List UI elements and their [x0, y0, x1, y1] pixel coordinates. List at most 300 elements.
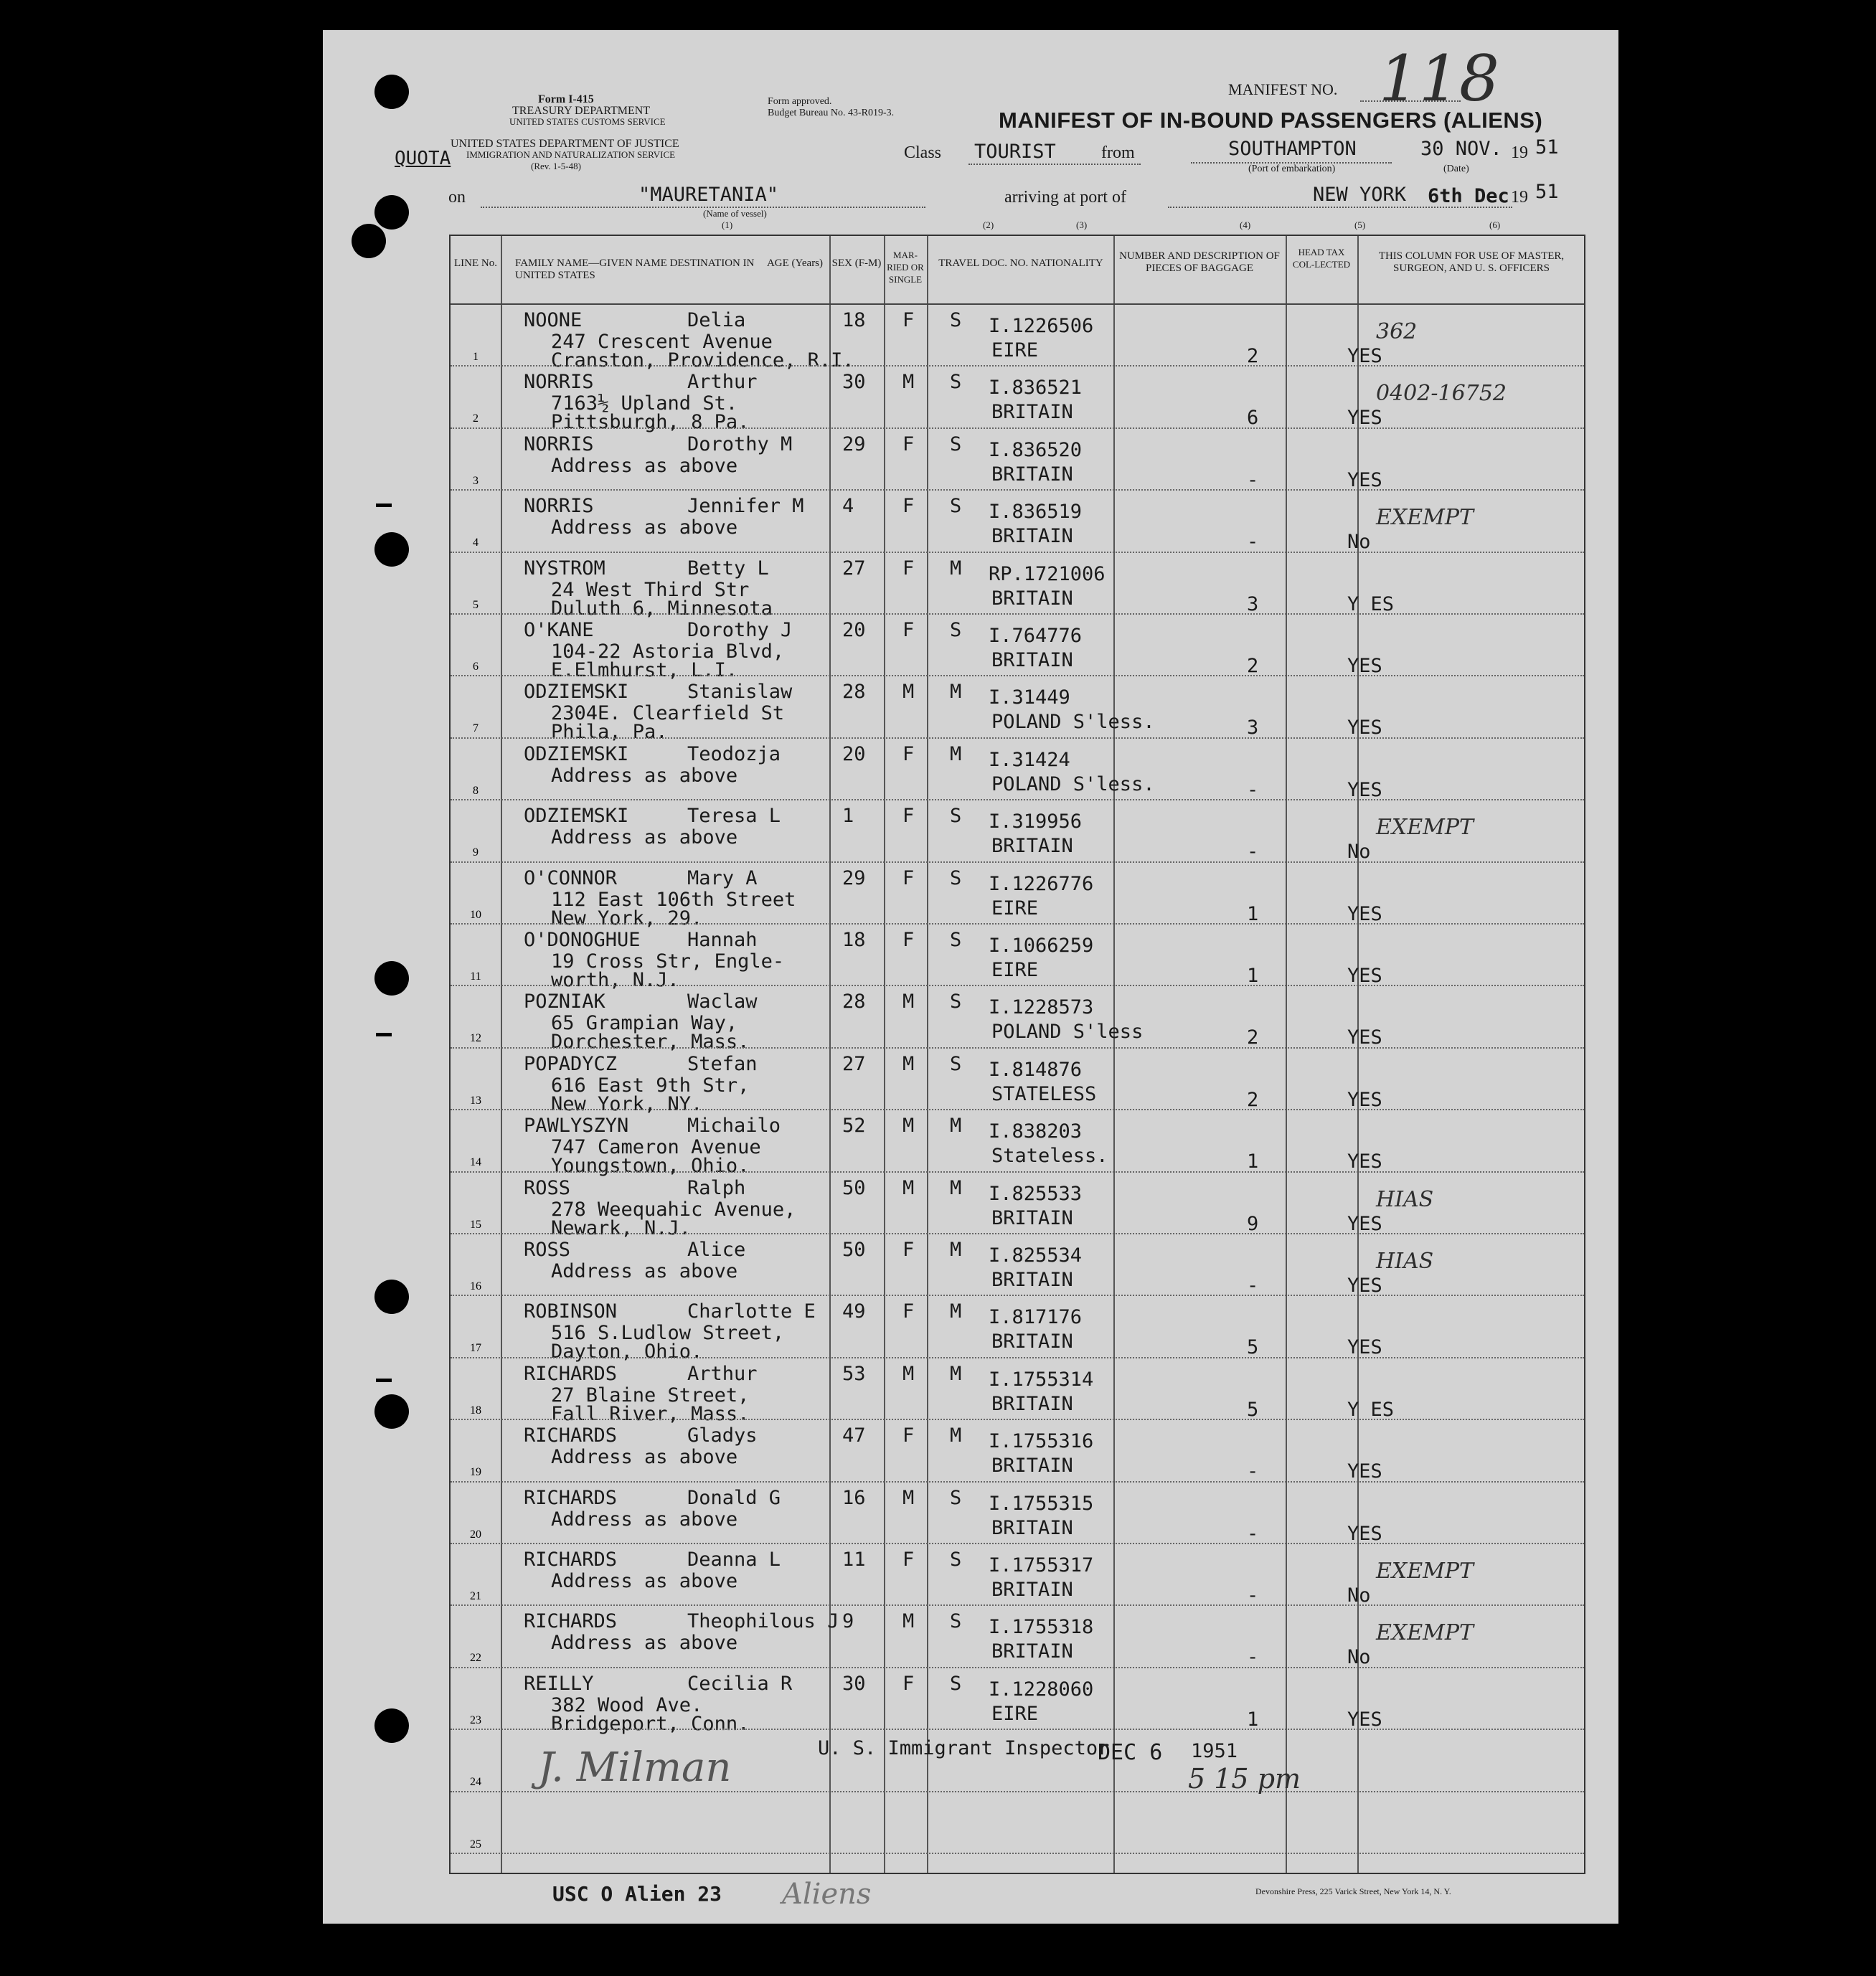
row-baggage: -: [1247, 468, 1259, 491]
row-family-name: NOONE: [524, 309, 583, 331]
row-travel-doc: I.825533: [989, 1182, 1083, 1205]
row-travel-doc: I.838203: [989, 1120, 1083, 1143]
row-baggage: 5: [1247, 1398, 1259, 1421]
row-head-tax: YES: [1347, 468, 1382, 491]
row-line-number: 24: [470, 1776, 481, 1789]
row-sex: M: [902, 991, 915, 1013]
row-travel-doc: I.836519: [989, 501, 1083, 524]
row-given-name: Stefan: [687, 1052, 758, 1075]
row-baggage: 1: [1247, 965, 1259, 987]
row-address-line-1: 247 Crescent Avenue: [551, 331, 773, 353]
row-line-number: 15: [470, 1218, 481, 1231]
row-baggage: -: [1247, 1584, 1259, 1607]
row-line-number: 22: [470, 1652, 481, 1665]
row-address-line-2: Fall River, Mass.: [551, 1402, 750, 1425]
row-sex: M: [902, 1486, 915, 1509]
row-officer-note: 0402-16752: [1376, 381, 1507, 407]
row-sex: F: [902, 866, 915, 889]
ins-label: IMMIGRATION AND NATURALIZATION SERVICE: [466, 149, 676, 160]
row-address-line-2: New York, 29.: [551, 907, 703, 930]
row-given-name: Cecilia R: [687, 1672, 793, 1695]
table-row: [451, 1049, 1584, 1115]
row-address-line-1: 747 Cameron Avenue: [551, 1136, 761, 1159]
row-nationality: BRITAIN: [991, 835, 1073, 858]
port-embarkation-label: (Port of embarkation): [1248, 164, 1336, 174]
row-sex: F: [902, 1239, 915, 1261]
row-line-number: 7: [473, 722, 479, 735]
row-address-line-1: 7163½ Upland St.: [551, 392, 738, 415]
form-number: Form I-415: [538, 93, 594, 105]
inspection-date: DEC 6: [1098, 1740, 1163, 1765]
row-age: 1: [842, 805, 854, 828]
header-married: MAR-RIED OR SINGLE: [887, 250, 924, 285]
row-nationality: BRITAIN: [991, 1516, 1073, 1539]
row-address-line-2: Youngstown, Ohio.: [551, 1155, 750, 1178]
header-name: FAMILY NAME—GIVEN NAME DESTINATION IN UNITED STATES: [515, 257, 755, 281]
col-2-number: (2): [983, 219, 994, 230]
arrival-port: NEW YORK: [1313, 184, 1407, 206]
row-travel-doc: I.1226506: [989, 315, 1094, 337]
row-head-tax: YES: [1347, 1708, 1382, 1731]
row-marital-status: S: [950, 805, 962, 828]
table-row: [451, 1173, 1584, 1239]
row-given-name: Delia: [687, 309, 746, 331]
row-baggage: 5: [1247, 1336, 1259, 1359]
class-value: TOURIST: [974, 141, 1056, 163]
row-sex: F: [902, 742, 915, 765]
row-nationality: BRITAIN: [991, 525, 1073, 548]
row-officer-note: EXEMPT: [1376, 1559, 1474, 1584]
row-address-line-1: 616 East 9th Str,: [551, 1074, 750, 1097]
row-line-number: 6: [473, 661, 479, 673]
row-travel-doc: I.31449: [989, 686, 1070, 709]
row-age: 50: [842, 1176, 866, 1199]
row-line-number: 21: [470, 1590, 481, 1602]
row-sex: F: [902, 432, 915, 455]
row-address-line-1: 24 West Third Str: [551, 578, 750, 601]
row-marital-status: M: [950, 1115, 962, 1138]
row-given-name: Alice: [687, 1239, 746, 1261]
row-marital-status: S: [950, 991, 962, 1013]
row-sex: F: [902, 495, 915, 518]
row-address-line-1: 27 Blaine Street,: [551, 1384, 750, 1407]
row-line-number: 9: [473, 846, 479, 859]
row-marital-status: S: [950, 371, 962, 394]
row-address-line-1: Address as above: [551, 1632, 738, 1655]
row-nationality: POLAND S'less: [991, 1021, 1144, 1044]
row-line-number: 4: [473, 536, 479, 549]
row-family-name: ROBINSON: [524, 1300, 618, 1323]
row-head-tax: YES: [1347, 1336, 1382, 1359]
row-marital-status: S: [950, 1486, 962, 1509]
row-nationality: EIRE: [991, 1702, 1039, 1725]
row-age: 47: [842, 1424, 866, 1447]
row-line-number: 5: [473, 598, 479, 611]
col-1-number: (1): [722, 219, 733, 230]
year-suffix: 51: [1535, 136, 1559, 159]
row-marital-status: M: [950, 1424, 962, 1447]
row-marital-status: S: [950, 432, 962, 455]
row-address-line-1: 516 S.Ludlow Street,: [551, 1322, 785, 1345]
table-row: [451, 1668, 1584, 1735]
row-address-line-1: 112 East 106th Street: [551, 888, 796, 911]
row-officer-note: EXEMPT: [1376, 505, 1474, 531]
row-baggage: -: [1247, 1646, 1259, 1669]
row-family-name: NORRIS: [524, 432, 594, 455]
row-nationality: Stateless.: [991, 1145, 1108, 1168]
row-head-tax: Y ES: [1347, 1398, 1395, 1421]
row-sex: F: [902, 1424, 915, 1447]
row-age: 4: [842, 495, 854, 518]
row-sex: M: [902, 1052, 915, 1075]
row-age: 18: [842, 309, 866, 331]
row-family-name: ODZIEMSKI: [524, 742, 629, 765]
table-row: [451, 305, 1584, 372]
row-sex: F: [902, 1672, 915, 1695]
row-address-line-2: Dayton, Ohio.: [551, 1341, 703, 1363]
class-label: Class: [904, 143, 942, 162]
row-head-tax: No: [1347, 1646, 1371, 1669]
row-head-tax: YES: [1347, 1026, 1382, 1049]
row-travel-doc: I.1755314: [989, 1368, 1094, 1391]
row-line-number: 25: [470, 1838, 481, 1850]
row-line-number: 10: [470, 908, 481, 921]
row-travel-doc: I.1228060: [989, 1678, 1094, 1701]
arrival-date: 6th Dec: [1428, 185, 1509, 207]
row-marital-status: S: [950, 866, 962, 889]
budget-bureau: Budget Bureau No. 43-R019-3.: [768, 108, 895, 118]
inspection-year: 1951: [1191, 1740, 1238, 1762]
row-given-name: Charlotte E: [687, 1300, 816, 1323]
manifest-table: [449, 235, 1585, 1874]
row-address-line-2: Phila, Pa.: [551, 721, 668, 744]
row-age: 28: [842, 991, 866, 1013]
row-line-number: 20: [470, 1528, 481, 1541]
form-approved: Form approved.: [768, 96, 832, 107]
row-sex: F: [902, 1300, 915, 1323]
row-line-number: 3: [473, 474, 479, 487]
arrival-year-prefix: 19: [1511, 188, 1528, 207]
table-row: [451, 863, 1584, 930]
row-family-name: ROSS: [524, 1239, 571, 1261]
row-head-tax: YES: [1347, 655, 1382, 677]
row-travel-doc: I.1755318: [989, 1616, 1094, 1639]
row-line-number: 18: [470, 1404, 481, 1417]
row-family-name: RICHARDS: [524, 1486, 618, 1509]
manifest-no-label: MANIFEST NO.: [1228, 80, 1338, 98]
row-address-line-1: Address as above: [551, 764, 738, 787]
inspector-label: U. S. Immigrant Inspector: [818, 1737, 1110, 1759]
row-baggage: 2: [1247, 1088, 1259, 1111]
justice-department: UNITED STATES DEPARTMENT OF JUSTICE: [451, 138, 679, 150]
customs-service: UNITED STATES CUSTOMS SERVICE: [509, 116, 666, 127]
row-travel-doc: I.825534: [989, 1244, 1083, 1267]
row-given-name: Donald G: [687, 1486, 781, 1509]
row-head-tax: YES: [1347, 902, 1382, 925]
row-officer-note: EXEMPT: [1376, 1620, 1474, 1646]
row-nationality: BRITAIN: [991, 649, 1073, 671]
table-row: [451, 986, 1584, 1054]
row-head-tax: No: [1347, 531, 1371, 554]
row-family-name: O'KANE: [524, 619, 594, 641]
row-head-tax: YES: [1347, 1088, 1382, 1111]
row-nationality: BRITAIN: [991, 1640, 1073, 1663]
table-row: [451, 739, 1584, 800]
row-nationality: BRITAIN: [991, 1206, 1073, 1229]
row-age: 30: [842, 371, 866, 394]
quota-label: QUOTA: [395, 148, 451, 169]
table-row: [451, 1234, 1584, 1296]
row-age: 9: [842, 1610, 854, 1633]
row-given-name: Teresa L: [687, 805, 781, 828]
row-travel-doc: I.1228573: [989, 996, 1094, 1019]
row-family-name: RICHARDS: [524, 1424, 618, 1447]
header-sex: SEX (F-M): [831, 257, 882, 269]
row-officer-note: HIAS: [1376, 1249, 1434, 1274]
row-marital-status: M: [950, 1362, 962, 1385]
sailing-date: 30 NOV.: [1420, 138, 1502, 160]
row-line-number: 8: [473, 784, 479, 797]
row-sex: M: [902, 1362, 915, 1385]
row-address-line-1: Address as above: [551, 516, 738, 539]
treasury-department: TREASURY DEPARTMENT: [512, 105, 651, 117]
row-nationality: BRITAIN: [991, 1392, 1073, 1415]
table-row: [451, 1606, 1584, 1668]
row-baggage: -: [1247, 1522, 1259, 1545]
row-sex: F: [902, 309, 915, 331]
footer-handwritten: Aliens: [782, 1878, 872, 1911]
row-baggage: -: [1247, 531, 1259, 554]
row-age: 20: [842, 619, 866, 641]
row-age: 16: [842, 1486, 866, 1509]
row-head-tax: YES: [1347, 1150, 1382, 1173]
row-family-name: NORRIS: [524, 495, 594, 518]
table-row: [451, 1358, 1584, 1425]
row-officer-note: 362: [1376, 319, 1418, 344]
row-baggage: 2: [1247, 345, 1259, 367]
row-family-name: RICHARDS: [524, 1549, 618, 1571]
row-given-name: Arthur: [687, 371, 758, 394]
row-given-name: Dorothy M: [687, 432, 793, 455]
row-head-tax: YES: [1347, 1275, 1382, 1297]
row-nationality: BRITAIN: [991, 401, 1073, 424]
row-given-name: Jennifer M: [687, 495, 804, 518]
header-travel-doc: TRAVEL DOC. NO. NATIONALITY: [938, 257, 1103, 269]
manifest-title: MANIFEST OF IN-BOUND PASSENGERS (ALIENS): [999, 108, 1543, 133]
row-age: 50: [842, 1239, 866, 1261]
row-line-number: 1: [473, 351, 479, 363]
header-line-no: LINE No.: [454, 257, 497, 269]
row-sex: M: [902, 681, 915, 704]
row-family-name: RICHARDS: [524, 1610, 618, 1633]
header-head-tax: HEAD TAX COL-LECTED: [1292, 247, 1351, 270]
arriving-label: arriving at port of: [1004, 188, 1126, 207]
row-given-name: Mary A: [687, 866, 758, 889]
row-head-tax: No: [1347, 841, 1371, 864]
row-age: 20: [842, 742, 866, 765]
row-address-line-1: Address as above: [551, 454, 738, 477]
row-travel-doc: I.1755315: [989, 1492, 1094, 1515]
row-nationality: EIRE: [991, 897, 1039, 920]
row-travel-doc: RP.1721006: [989, 562, 1106, 585]
row-age: 53: [842, 1362, 866, 1385]
manifest-page: [323, 30, 1618, 1924]
row-family-name: RICHARDS: [524, 1362, 618, 1385]
row-baggage: 6: [1247, 407, 1259, 430]
row-baggage: 1: [1247, 1708, 1259, 1731]
col-4-number: (4): [1240, 219, 1251, 230]
row-address-line-1: 278 Weequahic Avenue,: [551, 1198, 796, 1221]
row-baggage: -: [1247, 1460, 1259, 1483]
row-sex: F: [902, 557, 915, 580]
col-5-number: (5): [1354, 219, 1366, 230]
row-address-line-1: 2304E. Clearfield St: [551, 702, 785, 725]
row-age: 49: [842, 1300, 866, 1323]
row-travel-doc: I.836520: [989, 438, 1083, 461]
row-address-line-1: Address as above: [551, 1508, 738, 1531]
row-head-tax: YES: [1347, 965, 1382, 987]
table-row: [451, 925, 1584, 991]
row-travel-doc: I.1755316: [989, 1430, 1094, 1453]
row-head-tax: YES: [1347, 1522, 1382, 1545]
row-sex: M: [902, 1610, 915, 1633]
row-head-tax: YES: [1347, 717, 1382, 739]
row-sex: F: [902, 929, 915, 951]
row-family-name: POZNIAK: [524, 991, 605, 1013]
row-head-tax: YES: [1347, 1212, 1382, 1235]
table-row: [451, 429, 1584, 491]
row-line-number: 16: [470, 1280, 481, 1292]
row-sex: F: [902, 1549, 915, 1571]
row-address-line-2: worth, N.J.: [551, 969, 679, 991]
row-marital-status: M: [950, 681, 962, 704]
row-marital-status: S: [950, 1672, 962, 1695]
row-nationality: POLAND S'less.: [991, 711, 1155, 734]
row-marital-status: M: [950, 557, 962, 580]
table-row: [451, 1483, 1584, 1544]
row-age: 11: [842, 1549, 866, 1571]
row-nationality: POLAND S'less.: [991, 772, 1155, 795]
row-given-name: Deanna L: [687, 1549, 781, 1571]
row-address-line-1: 65 Grampian Way,: [551, 1012, 738, 1035]
footer-code: USC O Alien 23: [552, 1882, 722, 1906]
row-marital-status: M: [950, 742, 962, 765]
row-given-name: Michailo: [687, 1115, 781, 1138]
table-row: [451, 1296, 1584, 1363]
row-age: 27: [842, 557, 866, 580]
row-family-name: REILLY: [524, 1672, 594, 1695]
row-family-name: ODZIEMSKI: [524, 681, 629, 704]
row-given-name: Theophilous J: [687, 1610, 839, 1633]
row-address-line-2: Bridgeport, Conn.: [551, 1712, 750, 1735]
row-travel-doc: I.31424: [989, 748, 1070, 771]
row-address-line-1: Address as above: [551, 1446, 738, 1469]
manifest-number: 118: [1379, 42, 1499, 115]
row-age: 52: [842, 1115, 866, 1138]
row-travel-doc: I.319956: [989, 810, 1083, 833]
row-head-tax: YES: [1347, 778, 1382, 801]
row-officer-note: EXEMPT: [1376, 815, 1474, 841]
on-label: on: [448, 188, 466, 207]
row-line-number: 19: [470, 1466, 481, 1479]
row-travel-doc: I.814876: [989, 1058, 1083, 1081]
row-family-name: ODZIEMSKI: [524, 805, 629, 828]
row-age: 29: [842, 432, 866, 455]
row-travel-doc: I.817176: [989, 1306, 1083, 1329]
row-address-line-1: Address as above: [551, 1260, 738, 1282]
row-sex: M: [902, 371, 915, 394]
row-travel-doc: I.1066259: [989, 935, 1094, 957]
row-given-name: Ralph: [687, 1176, 746, 1199]
row-baggage: 3: [1247, 592, 1259, 615]
row-family-name: NYSTROM: [524, 557, 605, 580]
row-line-number: 13: [470, 1094, 481, 1107]
date-label: (Date): [1443, 164, 1469, 174]
row-given-name: Gladys: [687, 1424, 758, 1447]
header-baggage: NUMBER AND DESCRIPTION OF PIECES OF BAGGAGE: [1119, 250, 1280, 274]
row-nationality: BRITAIN: [991, 1330, 1073, 1353]
row-travel-doc: I.764776: [989, 625, 1083, 647]
row-sex: M: [902, 1115, 915, 1138]
table-row: [451, 615, 1584, 681]
row-given-name: Arthur: [687, 1362, 758, 1385]
table-row: [451, 1544, 1584, 1606]
table-row: [451, 491, 1584, 552]
row-line-number: 11: [470, 970, 481, 983]
table-row: [451, 676, 1584, 744]
inspector-signature: J. Milman: [538, 1744, 732, 1791]
vessel-name: "MAURETANIA": [638, 184, 779, 206]
row-family-name: O'CONNOR: [524, 866, 618, 889]
row-line-number: 2: [473, 412, 479, 425]
row-marital-status: S: [950, 1549, 962, 1571]
row-marital-status: M: [950, 1300, 962, 1323]
row-nationality: EIRE: [991, 959, 1039, 981]
row-marital-status: S: [950, 309, 962, 331]
row-given-name: Stanislaw: [687, 681, 793, 704]
year-prefix: 19: [1511, 143, 1528, 162]
row-address-line-2: Cranston, Providence, R.I.: [551, 349, 854, 372]
row-travel-doc: I.836521: [989, 377, 1083, 400]
row-marital-status: S: [950, 929, 962, 951]
table-row: [451, 1110, 1584, 1178]
row-address-line-1: Address as above: [551, 826, 738, 849]
col-6-number: (6): [1489, 219, 1501, 230]
row-line-number: 12: [470, 1032, 481, 1045]
row-nationality: BRITAIN: [991, 463, 1073, 486]
table-row: [451, 367, 1584, 434]
arrival-year-suffix: 51: [1535, 181, 1559, 203]
row-age: 18: [842, 929, 866, 951]
row-baggage: -: [1247, 841, 1259, 864]
row-head-tax: No: [1347, 1584, 1371, 1607]
row-nationality: BRITAIN: [991, 587, 1073, 610]
row-sex: F: [902, 619, 915, 641]
row-officer-note: HIAS: [1376, 1186, 1434, 1212]
from-label: from: [1101, 143, 1135, 162]
row-given-name: Dorothy J: [687, 619, 793, 641]
inspection-time: 5 15 pm: [1188, 1763, 1301, 1795]
table-row: [451, 553, 1584, 620]
table-row: [451, 1420, 1584, 1482]
header-officers: THIS COLUMN FOR USE OF MASTER, SURGEON, AND U. S. OFFICERS: [1378, 250, 1565, 274]
row-nationality: EIRE: [991, 339, 1039, 361]
row-family-name: POPADYCZ: [524, 1052, 618, 1075]
row-nationality: BRITAIN: [991, 1579, 1073, 1601]
row-baggage: -: [1247, 778, 1259, 801]
row-head-tax: YES: [1347, 345, 1382, 367]
row-age: 29: [842, 866, 866, 889]
